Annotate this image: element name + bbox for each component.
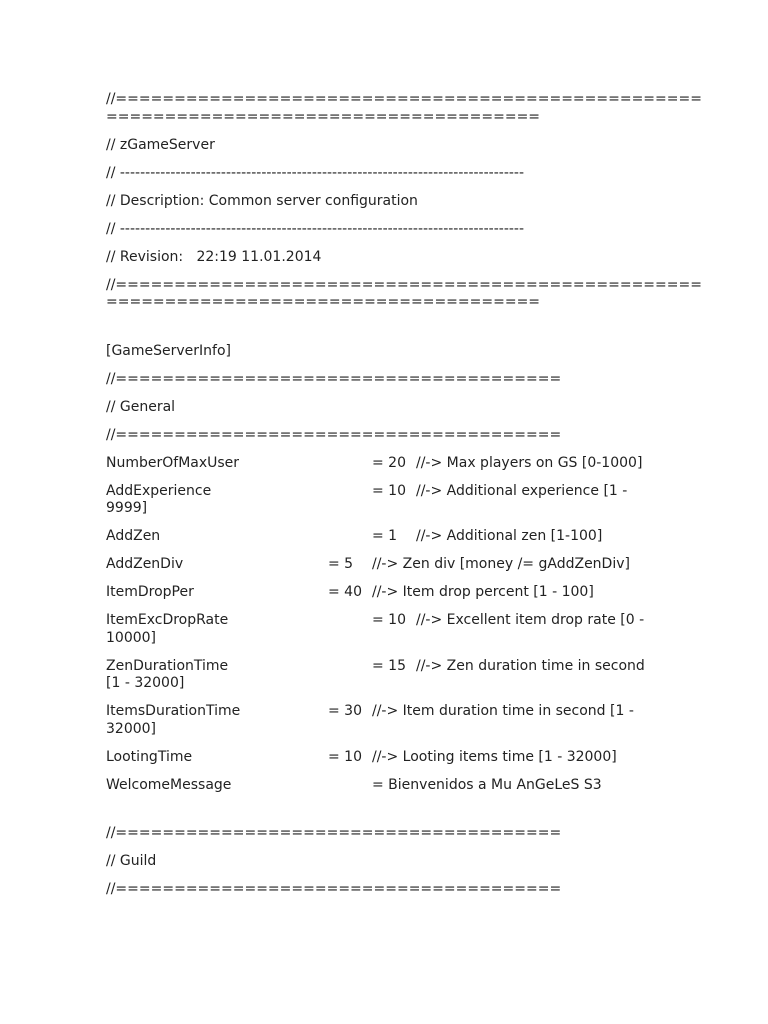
setting-value: = 30 [328,703,362,719]
setting-key: ZenDurationTime [106,657,229,674]
header-dash-line: // -------------------------------------------------------------------------------- [106,164,525,181]
setting-key: ItemExcDropRate [106,612,229,628]
setting-comment: //-> Max players on GS [0-1000] [416,454,643,471]
setting-value: = 1 [372,528,398,544]
general-title: // General [106,398,176,415]
setting-key: AddZen [106,528,161,544]
setting-comment: //-> Item duration time in second [1 - [372,703,634,719]
setting-row [106,556,666,574]
config-document [106,91,702,899]
setting-row [106,612,666,647]
setting-key: AddZenDiv [106,556,184,572]
guild-title: // Guild [106,853,157,869]
setting-comment-tail: [1 - 32000] [106,675,185,691]
setting-comment-tail: 9999] [106,500,148,516]
setting-value: = 40 [328,584,362,600]
setting-key: WelcomeMessage [106,776,232,793]
setting-comment: //-> Item drop percent [1 - 100] [372,584,594,600]
setting-row [106,703,666,738]
setting-value: = 10 [328,748,362,765]
general-rule-bottom: //====================================== [106,426,562,443]
setting-row [106,658,666,693]
setting-key: NumberOfMaxUser [106,454,240,471]
header-rule-bottom-cont: ===================================== [106,294,541,310]
header-rule-top-cont: ===================================== [106,108,541,125]
setting-key: LootingTime [106,748,193,765]
setting-row [106,455,666,473]
setting-row [106,777,666,795]
setting-comment: //-> Zen div [money /= gAddZenDiv] [372,556,630,572]
setting-comment-tail: 10000] [106,629,156,646]
setting-key: AddExperience [106,482,212,499]
setting-comment: //-> Excellent item drop rate [0 - [416,612,645,628]
header-dash-line-2: // -------------------------------------------------------------------------------- [106,220,525,237]
setting-value: = 15 [372,657,406,674]
setting-row [106,483,666,518]
header-rule-bottom: //================================================== [106,276,702,293]
setting-key: ItemsDurationTime [106,703,241,719]
setting-value: = 10 [372,482,406,499]
setting-comment: //-> Additional zen [1-100] [416,528,603,544]
setting-value: = 10 [372,612,406,628]
setting-comment-tail: 32000] [106,720,156,737]
server-title: // zGameServer [106,136,215,153]
setting-row [106,584,666,602]
guild-rule-top: //====================================== [106,825,562,841]
setting-value: = Bienvenidos a Mu AnGeLeS S3 [372,776,602,793]
header-rule-top: //================================================== [106,91,702,107]
setting-comment: //-> Additional experience [1 - [416,482,628,499]
description-line: // Description: Common server configuration [106,192,418,209]
section-tag: [GameServerInfo] [106,342,232,359]
setting-row [106,528,666,546]
setting-value: = 5 [328,556,354,572]
setting-comment: //-> Looting items time [1 - 32000] [372,748,617,765]
setting-row [106,749,666,767]
setting-comment: //-> Zen duration time in second [416,657,645,674]
general-rule-top: //====================================== [106,370,562,387]
revision-line: // Revision: 22:19 11.01.2014 [106,248,322,265]
setting-key: ItemDropPer [106,584,194,600]
setting-value: = 20 [372,454,406,471]
guild-rule-bottom: //====================================== [106,881,562,897]
